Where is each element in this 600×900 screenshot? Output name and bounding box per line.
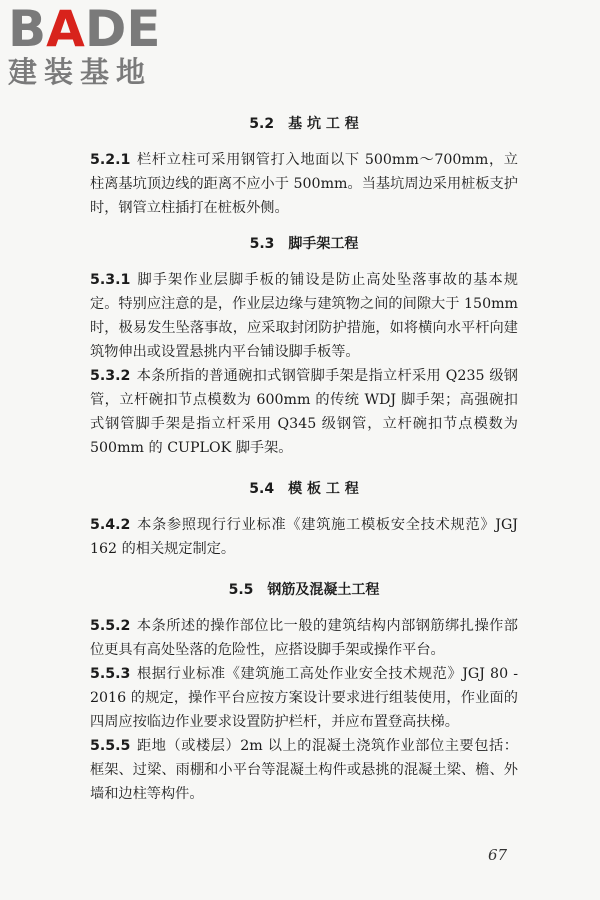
clause-text: 本条参照现行行业标准《建筑施工模板安全技术规范》JGJ 162 的相关规定制定。 bbox=[90, 517, 518, 557]
clause-5-4-2 bbox=[90, 513, 518, 561]
clause-number: 5.4.2 bbox=[90, 517, 131, 533]
clause-5-5-2 bbox=[90, 614, 518, 662]
clause-text: 本条所指的普通碗扣式钢管脚手架是指立杆采用 Q235 级钢管，立杆碗扣节点模数为 600mm 的传统 WDJ 脚手架；高强碗扣式钢管脚手架是指立杆采用 Q345 级钢管，立杆碗扣节点模数为 500mm 的 CUPLOK 脚手架。 bbox=[90, 368, 518, 456]
logo-chinese-name: 建装基地 bbox=[8, 55, 153, 89]
document-body bbox=[90, 112, 518, 806]
clause-text: 栏杆立柱可采用钢管打入地面以下 500mm～700mm，立柱离基坑顶边线的距离不应小于 500mm。当基坑周边采用桩板支护时，钢管立柱插打在桩板外侧。 bbox=[90, 152, 518, 216]
logo-wordmark bbox=[8, 0, 178, 58]
clause-number: 5.5.3 bbox=[90, 666, 131, 682]
clause-text: 本条所述的操作部位比一般的建筑结构内部钢筋绑扎操作部位更具有高处坠落的危险性，应搭设脚手架或操作平台。 bbox=[90, 618, 518, 658]
clause-number: 5.3.1 bbox=[90, 272, 131, 288]
section-title-5-3: 5.3 脚手架工程 bbox=[249, 236, 359, 252]
clause-5-3-2 bbox=[90, 364, 518, 460]
section-title-5-4: 5.4 模 板 工 程 bbox=[249, 481, 359, 497]
clause-text: 脚手架作业层脚手板的铺设是防止高处坠落事故的基本规定。特别应注意的是，作业层边缘与建筑物之间的间隙大于 150mm 时，极易发生坠落事故，应采取封闭防护措施，如将横向水平杆向建筑物伸出或设置悬挑内平台铺设脚手板等。 bbox=[90, 272, 518, 360]
logo-letters-de: DE bbox=[84, 0, 161, 58]
page-number: 67 bbox=[488, 846, 508, 864]
brand-logo bbox=[8, 0, 178, 90]
clause-text: 距地（或楼层）2m 以上的混凝土浇筑作业部位主要包括：框架、过梁、雨棚和小平台等混凝土构件或悬挑的混凝土梁、檐、外墙和边柱等构件。 bbox=[90, 738, 518, 802]
clause-5-5-3 bbox=[90, 662, 518, 734]
clause-5-3-1 bbox=[90, 268, 518, 364]
section-title-5-5: 5.5 钢筋及混凝土工程 bbox=[228, 582, 380, 598]
logo-letter-a: A bbox=[46, 0, 85, 58]
clause-number: 5.5.2 bbox=[90, 618, 131, 634]
logo-letter-b: B bbox=[8, 0, 47, 58]
clause-text: 根据行业标准《建筑施工高处作业安全技术规范》JGJ 80 - 2016 的规定，操作平台应按方案设计要求进行组装使用，作业面的四周应按临边作业要求设置防护栏杆，并应布置登高扶梯。 bbox=[90, 666, 518, 730]
clause-number: 5.3.2 bbox=[90, 368, 131, 384]
clause-number: 5.5.5 bbox=[90, 738, 131, 754]
section-title-5-2: 5.2 基 坑 工 程 bbox=[249, 116, 359, 132]
clause-5-2-1 bbox=[90, 148, 518, 220]
clause-number: 5.2.1 bbox=[90, 152, 131, 168]
clause-5-5-5 bbox=[90, 734, 518, 806]
